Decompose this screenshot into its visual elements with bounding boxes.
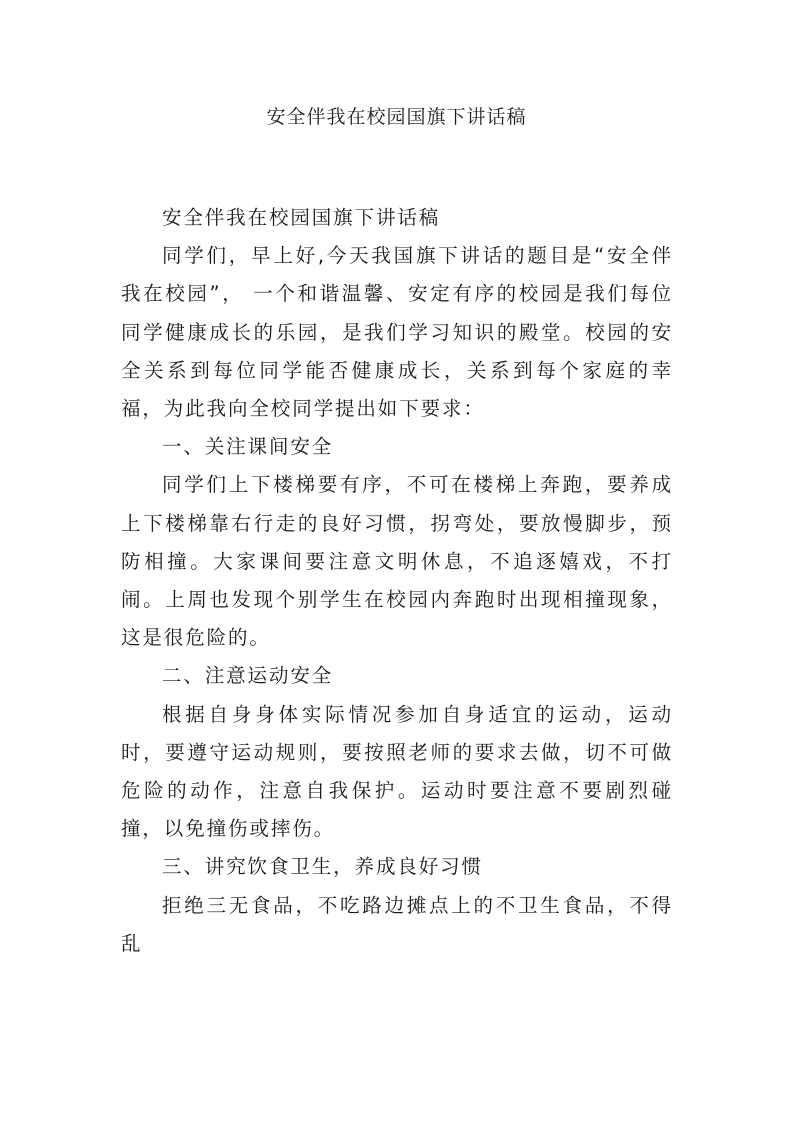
section-heading-3: 三、讲究饮食卫生，养成良好习惯 (161, 855, 483, 879)
document-body (121, 199, 673, 963)
faint-watermark (121, 1003, 361, 1021)
paragraph-subtitle: 安全伴我在校园国旗下讲话稿 (161, 206, 441, 229)
paragraph-section-2: 根据自身身体实际情况参加自身适宜的运动，运动时，要遵守运动规则，要按照老师的要求去做，切不可做危险的动作，注意自我保护。运动时要注意不要剧烈碰撞，以免撞伤或摔伤。 (121, 702, 673, 841)
section-heading-1: 一、关注课间安全 (161, 435, 334, 459)
document-title: 安全伴我在校园国旗下讲话稿 (266, 106, 527, 128)
paragraph-section-3: 拒绝三无食品，不吃路边摊点上的不卫生食品，不得乱 (121, 893, 673, 955)
paragraph-intro: 同学们，早上好,今天我国旗下讲话的题目是“安全伴我在校园”， 一个和谐温馨、安定有序的校园是我们每位同学健康成长的乐园，是我们学习知识的殿堂。校园的安全关系到每位同学能否健康成长，关系到每个家庭的幸福，为此我向全校同学提出如下要求： (121, 244, 673, 421)
section-heading-2: 二、注意运动安全 (161, 664, 334, 688)
paragraph-section-1: 同学们上下楼梯要有序，不可在楼梯上奔跑，要养成上下楼梯靠右行走的良好习惯，拐弯处，要放慢脚步，预防相撞。大家课间要注意文明休息，不追逐嬉戏，不打闹。上周也发现个别学生在校园内奔跑时出现相撞现象，这是很危险的。 (121, 473, 673, 650)
